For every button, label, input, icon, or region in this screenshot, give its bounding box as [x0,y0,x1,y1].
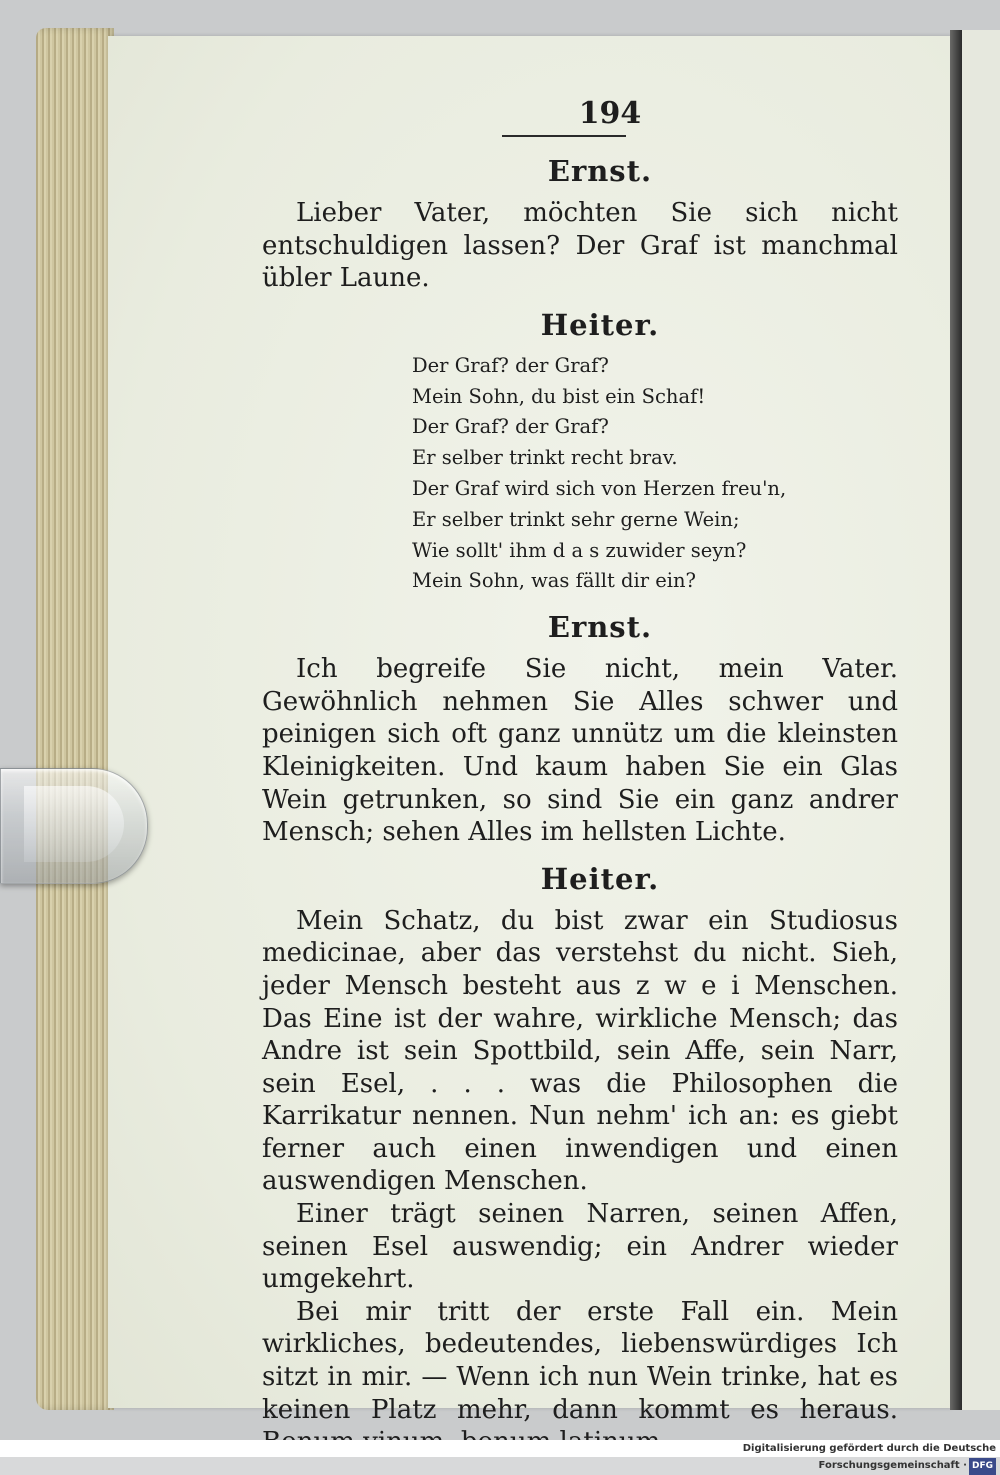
book-gutter [950,30,962,1410]
prose-paragraph: Ich begreife Sie nicht, mein Vater. Gewöhnlich nehmen Sie Alles schwer und peinigen sich oft ganz unnütz um die kleinsten Kleinigkeiten. Und kaum haben Sie ein Glas Wein getrunken, so sind Sie ein ganz andrer Mensch; sehen Alles im hellsten Lichte. [262,654,898,848]
verse-line: Er selber trinkt recht brav. [412,446,678,470]
verse-line: Der Graf? der Graf? [412,353,609,377]
page-number: 194 [578,96,642,131]
prose-paragraph: Einer trägt seinen Narren, seinen Affen, seinen Esel auswendig; ein Andrer wieder umgekehrt. [262,1199,898,1295]
verse-stanza [412,351,898,597]
page-text [262,96,898,1459]
digitization-credit [600,1440,1000,1471]
facing-page-edge [962,30,1000,1410]
book-page-edges [36,28,114,1410]
verse-line: Wie sollt' ihm d a s zuwider seyn? [412,538,747,562]
speaker-heading: Heiter. [540,861,660,896]
verse-line: Mein Sohn, du bist ein Schaf! [412,384,706,408]
verse-line: Mein Sohn, was fällt dir ein? [412,569,697,593]
credit-text: Digitalisierung gefördert durch die Deutsche Forschungsgemeinschaft · [742,1443,996,1471]
page-holder-highlight [24,786,124,862]
speaker-heading: Heiter. [540,307,660,342]
speaker-heading: Ernst. [547,610,653,645]
prose-paragraph: Mein Schatz, du bist zwar ein Studiosus medicinae, aber das verstehst du nicht. Sieh, jeder Mensch besteht aus z w e i Menschen. Das Eine ist der wahre, wirkliche Mensch; das Andre ist sein Spottbild, sein Affe, sein Narr, sein Esel, . . . was die Philosophen die Karrikatur nennen. Nun nehm' ich an: es giebt ferner auch einen inwendigen und einen auswendigen Menschen. [262,905,898,1197]
verse-line: Er selber trinkt sehr gerne Wein; [412,507,740,531]
verse-line: Der Graf wird sich von Herzen freu'n, [412,476,787,500]
dfg-logo: DFG [969,1458,996,1475]
verse-line: Der Graf? der Graf? [412,415,609,439]
page-number-rule [502,135,626,137]
speaker-heading: Ernst. [547,154,653,188]
prose-paragraph: Bei mir tritt der erste Fall ein. Mein wirkliches, bedeutendes, liebenswürdiges Ich sitzt in mir. — Wenn ich nun Wein trinke, hat es keinen Platz mehr, dann kommt es heraus. [262,1296,898,1425]
prose-paragraph: Lieber Vater, möchten Sie sich nicht entschuldigen lassen? Der Graf ist manchmal übler Laune. [262,198,898,294]
